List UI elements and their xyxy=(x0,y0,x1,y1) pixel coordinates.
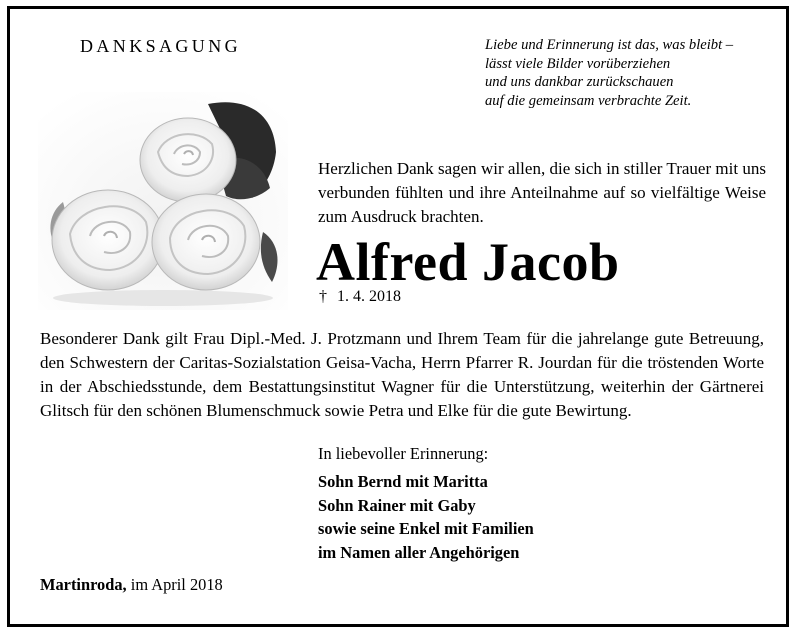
family-line: Sohn Bernd mit Maritta xyxy=(318,472,488,491)
closing-phrase: In liebevoller Erinnerung: xyxy=(318,444,489,463)
poem xyxy=(485,36,733,110)
date-line: im April 2018 xyxy=(130,575,223,594)
poem-line: und uns dankbar zurückschauen xyxy=(485,74,674,91)
family-line: sowie seine Enkel mit Familien xyxy=(318,519,534,538)
cross-icon: † xyxy=(319,288,327,305)
family-line: Sohn Rainer mit Gaby xyxy=(318,495,476,515)
notice-heading: DANKSAGUNG xyxy=(80,36,242,56)
family-signatures xyxy=(318,470,534,564)
poem-line: auf die gemeinsam verbrachte Zeit. xyxy=(485,92,692,109)
family-line: im Namen aller Angehörigen xyxy=(318,542,520,562)
death-line xyxy=(319,288,401,306)
thanks-paragraph: Besonderer Dank gilt Frau Dipl.-Med. J. Protzmann und Ihrem Team für die jahrelange gute Betreuung, den Schwestern der Caritas-Sozialstation Geisa-Vacha, Herrn Pfarrer R. Jourdan für die tröstenden Worte in der Abschiedsstunde, dem Bestattungsinstitut Wagner für die Unterstützung, weiterhin der Gärtnerei Glitsch für den schönen Blumenschmuck sowie Petra und Elke für die gute Bewirtung. xyxy=(40,329,764,420)
place-name: Martinroda, xyxy=(40,575,127,594)
poem-line: Liebe und Erinnerung ist das, was bleibt – xyxy=(485,37,734,53)
place-date xyxy=(40,575,223,595)
poem-line: lässt viele Bilder vorüberziehen xyxy=(485,55,671,72)
white-roses-image xyxy=(38,92,288,310)
intro-text: Herzlichen Dank sagen wir allen, die sich in stiller Trauer mit uns verbunden fühlten und ihre Anteilnahme auf so vielfältige Weise zum Ausdruck brachten. xyxy=(318,159,766,226)
deceased-name: Alfred Jacob xyxy=(316,232,620,292)
death-date: 1. 4. 2018 xyxy=(337,288,401,305)
